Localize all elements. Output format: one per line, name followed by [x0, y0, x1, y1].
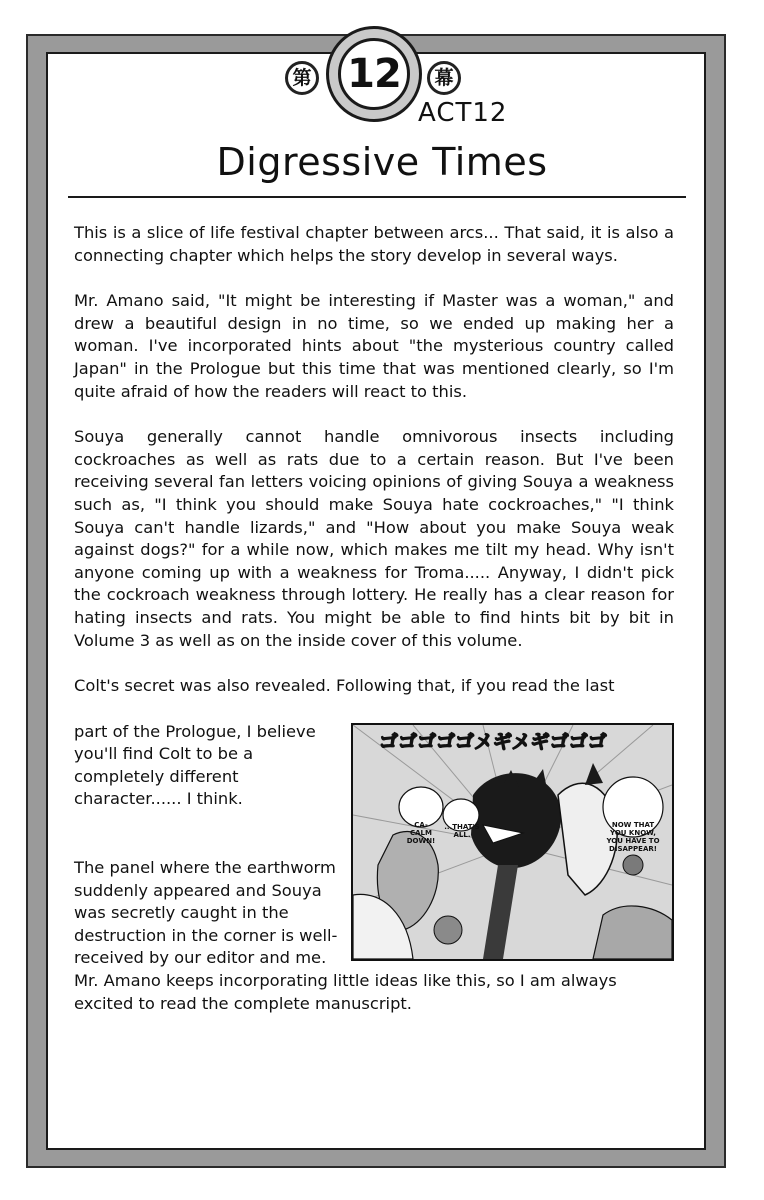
- speech-bubble-disappear: NOW THAT YOU KNOW, YOU HAVE TO DISAPPEAR!: [606, 820, 660, 853]
- manga-panel-image: [351, 723, 674, 961]
- title-divider: [68, 196, 686, 198]
- paragraph-earthworm: The panel where the earthworm suddenly appeared and Souya was secretly caught in the destruction in the corner is well-received by our editor and me. Mr. Amano keeps incorporating little ideas like this, so I am always excited to read the complete manuscript.: [74, 858, 617, 1013]
- paragraph-master: Mr. Amano said, "It might be interesting if Master was a woman," and drew a beautiful design in no time, so we ended up making her a woman. I've incorporated hints about "the mysterious country called Japan" in the Prologue but this time that was mentioned clearly, so I'm quite afraid of how the readers will react to this.: [74, 291, 674, 401]
- panel-sound-effect: ゴゴゴゴゴメギメギゴゴゴ: [379, 730, 607, 753]
- act-label: ACT12: [418, 98, 508, 128]
- afterword-text: [74, 222, 674, 1038]
- speech-bubble-thats-all: ...THAT'S ALL.: [444, 822, 480, 839]
- chapter-badge: [0, 22, 764, 132]
- kanji-dai-badge: 第: [285, 61, 319, 95]
- chapter-number: 12: [338, 38, 410, 110]
- paragraph-colt-lead: Colt's secret was also revealed. Following that, if you read the last: [74, 676, 615, 696]
- speech-bubble-calm-down: CA- CALM DOWN!: [406, 820, 436, 845]
- paragraph-intro: This is a slice of life festival chapter between arcs... That said, it is also a connecting chapter which helps the story develop in several ways.: [74, 223, 674, 265]
- chapter-number-badge: [326, 26, 422, 122]
- paragraph-colt: part of the Prologue, I believe you'll find Colt to be a completely different character...... I think.: [74, 721, 316, 809]
- paragraph-souya-weakness: Souya generally cannot handle omnivorous insects including cockroaches as well as rats due to a certain reason. But I've been receiving several fan letters voicing opinions of giving Souya a weakness such as, "I think you should make Souya hate cockroaches," "I think Souya can't handle lizards," and "How about you make Souya weak against dogs?" for a while now, which makes me tilt my head. Why isn't anyone coming up with a weakness for Troma..... Anyway, I didn't pick the cockroach weakness through lottery. He really has a clear reason for hating insects and rats. You might be able to find hints bit by bit in Volume 3 as well as on the inside cover of this volume.: [74, 427, 674, 650]
- chapter-title: Digressive Times: [216, 140, 548, 184]
- kanji-maku-badge: 幕: [427, 61, 461, 95]
